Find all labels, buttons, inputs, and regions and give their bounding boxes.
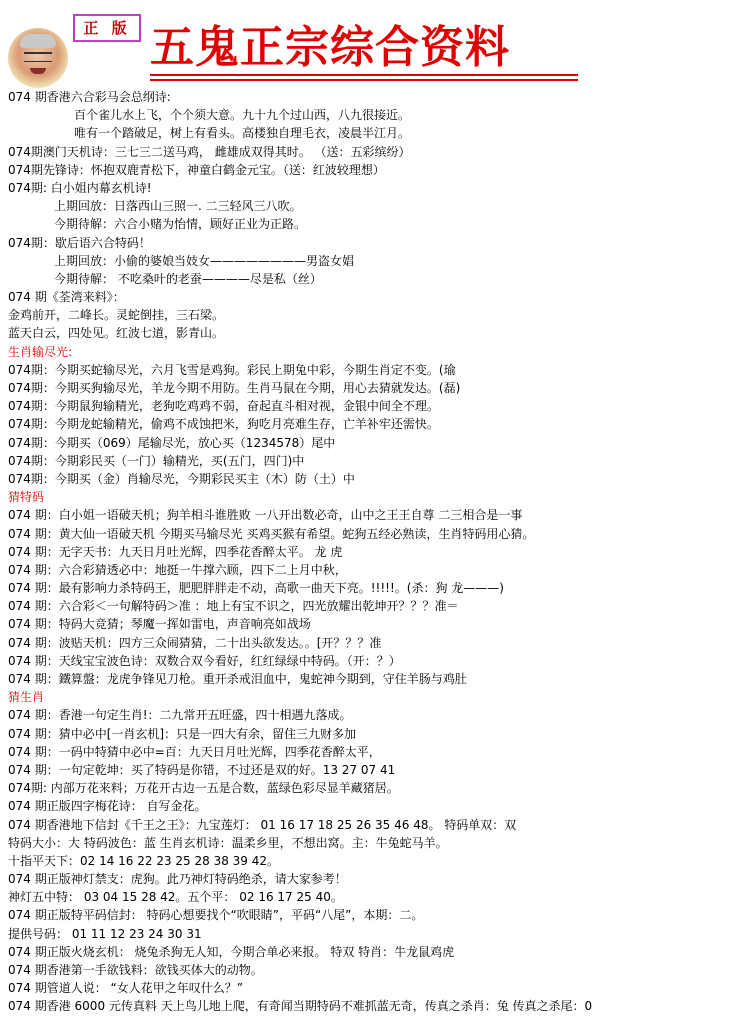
text-line: 十指平天下：02 14 16 22 23 25 28 38 39 42。 — [8, 853, 280, 868]
text-line: 074 期管道人说： “女人花甲之年叹什么？” — [8, 981, 243, 996]
text-line: 074期：今期龙蛇输精光，偷鸡不成蚀把米，狗吃月亮难生存，亡羊补牢还需快。 — [8, 417, 439, 432]
avatar-glasses-icon — [24, 52, 52, 62]
text-line: 074 期香港地下信封《千王之王》：九宝莲灯： 01 16 17 18 25 26 35 46 48。 特码单双：双 — [8, 817, 517, 832]
avatar-mouth — [30, 68, 46, 74]
text-line: 神灯五中特： 03 04 15 28 42。五个平： 02 16 17 25 40。 — [8, 890, 343, 905]
text-line: 今期待解：六合小赌为怡情，顾好正业为正路。 — [54, 217, 307, 232]
authentic-badge: 正 版 — [73, 14, 141, 42]
text-line: 074期先锋诗：怀抱双鹿青松下，神童白鹤金元宝。（送：红波较理想） — [8, 162, 385, 177]
text-line: 074期：今期买狗输尽光，羊龙今期不用防。生肖马鼠在今期，用心去猜就发达。(磊) — [8, 381, 461, 395]
text-line: 特码大小：大 特码波色：蓝 生肖玄机诗：温柔乡里，不想出窝。主：牛兔蛇马羊。 — [8, 835, 448, 850]
text-line: 074 期：天线宝宝波色诗：双数合双今看好，红红绿绿中特码。（开：？） — [8, 653, 401, 668]
text-line: 上期回放：日落西山三照一. 二三轻风三八吹。 — [54, 199, 302, 214]
text-line: 074 期：六合彩猜透必中：地挺一牛撑六顾，四下二上月中秋， — [8, 562, 347, 577]
text-line: 074期：歇后语六合特码！ — [8, 235, 151, 250]
text-line: 百个雀儿水上飞，个个须大意。九十九个过山西，八九很接近。 — [74, 108, 411, 123]
section-heading: 猜生肖 — [8, 690, 45, 705]
text-line: 074 期：香港一句定生肖!：二九常开五旺盛，四十相遇九落成。 — [8, 708, 352, 723]
text-line: 提供号码： 01 11 12 23 24 30 31 — [8, 926, 202, 941]
avatar — [8, 28, 68, 88]
title-underline — [150, 74, 578, 76]
text-line: 蓝天白云，四处见。红波七道，影青山。 — [8, 326, 225, 341]
text-line: 074 期正版特平码信封： 特码心想要找个“吹眼睛”，平码“八尾”，本期：二。 — [8, 908, 424, 923]
text-line: 074 期：无字天书：九天日月吐光辉，四季花香醉太平。 龙 虎 — [8, 544, 343, 559]
text-line: 074 期：一句定乾坤：买了特码是你错，不过还是双的好。13 27 07 41 — [8, 762, 396, 777]
text-line: 074 期：最有影响力杀特码王，肥肥胖胖走不动，高歌一曲天下亮。!!!!!。(杀：狗 龙———) — [8, 581, 504, 596]
text-line: 074 期：波贴天机：四方三众闹猜猜，二十出头欲发达。。[开？？？准 — [8, 635, 382, 650]
text-line: 074期：今期买蛇输尽光，六月飞雪是鸡狗。彩民上期兔中彩，今期生肖定不变。(瑜 — [8, 362, 456, 377]
text-line: 今期待解： 不吃桑叶的老蚕————尽是私（丝） — [54, 271, 322, 286]
text-line: 074 期：猜中必中[一肖玄机]：只是一四大有余，留住三九财多加 — [8, 726, 357, 741]
document-body — [8, 88, 736, 1016]
text-line: 074 期：鐵算盤：龙虎争锋见刀枪。重开杀戒泪血中，鬼蛇神今期到，守住羊肠与鸡肚 — [8, 672, 467, 686]
text-line: 074 期：白小姐一语破天机；狗羊相斗谁胜败 一八开出数必奇，山中之王王自尊 二三相合是一事 — [8, 508, 523, 523]
text-line: 074 期香港第一手欲钱料：欲钱买体大的动物。 — [8, 963, 263, 977]
avatar-hair — [20, 34, 56, 48]
text-line: 074期：今期买（069）尾输尽光，放心买（1234578）尾中 — [8, 435, 336, 450]
header — [0, 0, 736, 92]
title-underline-2 — [150, 79, 578, 81]
text-line: 074 期：特码大竞猜；琴魔一挥如雷电，声音响亮如战场 — [8, 617, 311, 632]
text-line: 074 期：六合彩＜一句解特码＞准 ：地上有宝不识之，四光放耀出乾坤开？？？准＝ — [8, 599, 459, 614]
text-line: 074 期香港六合彩马会总纲诗: — [8, 90, 171, 104]
text-line: 074期：今期鼠狗输精光，老狗吃鸡鸡不弱，奋起直斗相对视，金银中间全不理。 — [8, 399, 439, 414]
text-line: 074期: 白小姐内幕玄机诗! — [8, 180, 152, 195]
text-line: 074期: 内部万花来料；万花开古边一五是合数，蓝绿色彩尽显羊藏猪居。 — [8, 781, 399, 796]
text-line: 074期澳门天机诗：三七三二送马鸡， 雌雄成双得其时。 （送：五彩缤纷） — [8, 144, 411, 159]
section-heading: 猜特码 — [8, 490, 45, 505]
text-line: 074 期正版四字梅花诗： 自写金花。 — [8, 799, 207, 814]
text-line: 074 期正版火烧玄机： 烧兔杀狗无人知，今期合单必来报。 特双 特肖：牛龙鼠鸡虎 — [8, 944, 455, 959]
text-line: 074 期：黄大仙一语破天机 今期买马输尽光 买鸡买猴有希望。蛇狗五经必熟读，生肖特码用心猜。 — [8, 526, 535, 541]
text-line: 074期：今期彩民买（一门）输精光，买(五门，四门)中 — [8, 453, 305, 468]
text-line: 074 期正版神灯禁支：虎狗。此乃神灯特码绝杀，请大家参考！ — [8, 872, 347, 887]
text-line: 上期回放：小偷的婆娘当妓女————————男盗女娼 — [54, 253, 355, 268]
section-heading: 生肖输尽光: — [8, 344, 73, 359]
text-line: 唯有一个踏破足，树上有看头。高楼独自理毛衣，凌晨半江月。 — [74, 126, 411, 141]
text-line: 074 期香港 6000 元传真料 天上鸟儿地上爬，有奇闻当期特码不难抓蓝无奇，传真之杀肖：兔 传真之杀尾：0 — [8, 999, 593, 1014]
page-title: 五鬼正宗综合资料 — [150, 22, 510, 73]
text-line: 金鸡前开，二峰长。灵蛇倒挂，三石梁。 — [8, 308, 225, 323]
text-line: 074 期《荃湾来料》： — [8, 290, 125, 305]
text-line: 074 期：一码中特猜中必中=百：九天日月吐光辉，四季花香醉太平， — [8, 744, 381, 759]
text-line: 074期：今期买（金）肖输尽光，今期彩民买主（木）防（土）中 — [8, 471, 355, 486]
